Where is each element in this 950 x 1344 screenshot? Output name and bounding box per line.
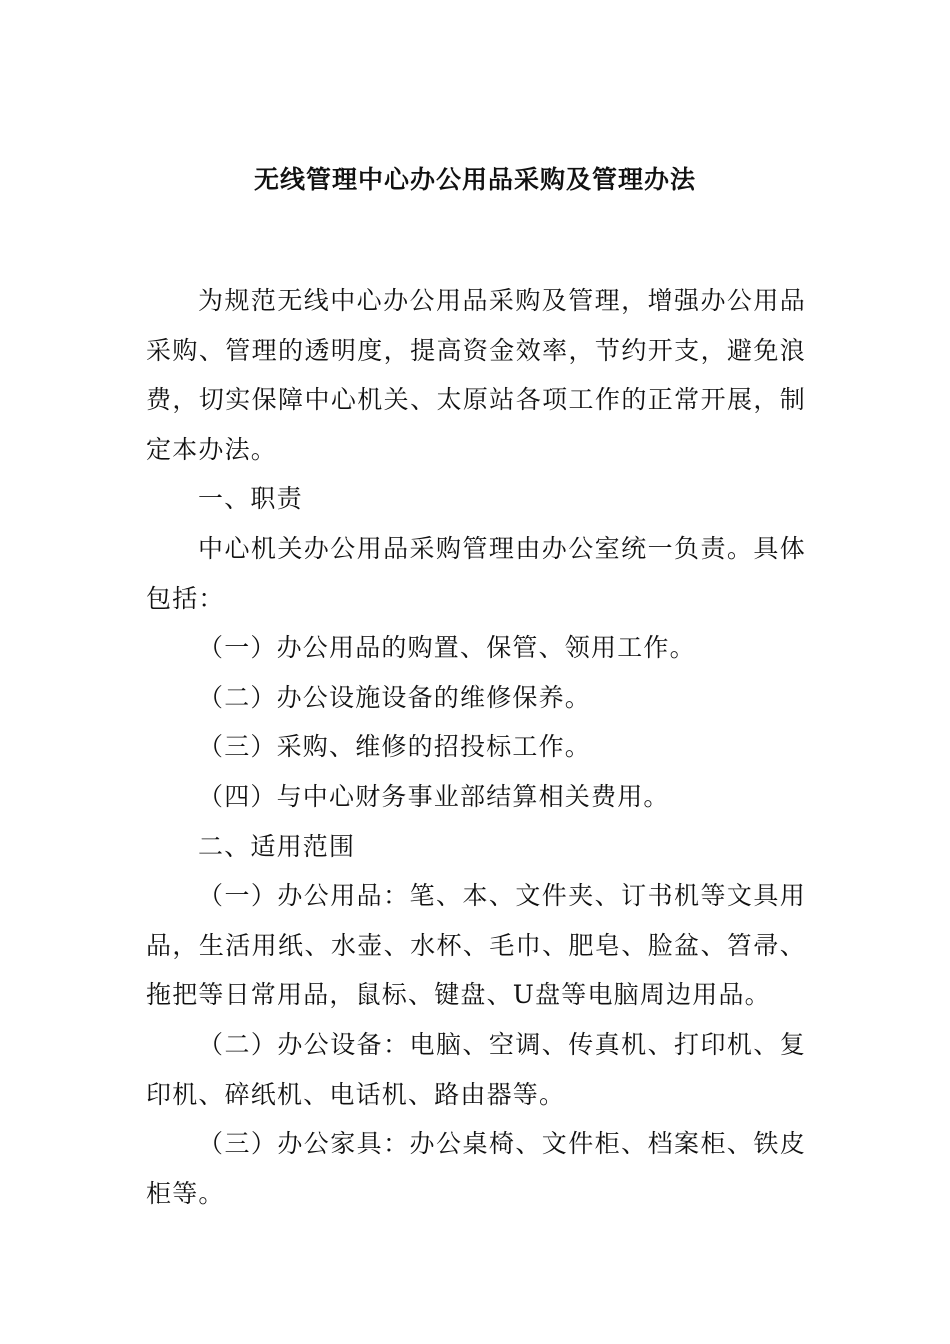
document-title: 无线管理中心办公用品采购及管理办法 xyxy=(253,165,696,194)
document-body xyxy=(146,276,806,1218)
section-heading-scope: 二、适用范围 xyxy=(198,831,356,861)
intro-paragraph: 为规范无线中心办公用品采购及管理，增强办公用品采购、管理的透明度，提高资金效率，节约开支，避免浪费，切实保障中心机关、太原站各项工作的正常开展，制定本办法。 xyxy=(146,286,806,464)
scope-item-1: （一）办公用品：笔、本、文件夹、订书机等文具用品，生活用纸、水壶、水杯、毛巾、肥皂、脸盆、笤帚、拖把等日常用品，鼠标、键盘、U盘等电脑周边用品。 xyxy=(146,881,806,1010)
scope-item-3: （三）办公家具：办公桌椅、文件柜、档案柜、铁皮柜等。 xyxy=(146,1129,806,1208)
duty-item-4: （四）与中心财务事业部结算相关费用。 xyxy=(198,781,670,811)
duties-paragraph: 中心机关办公用品采购管理由办公室统一负责。具体包括： xyxy=(146,533,806,613)
scope-item-2: （二）办公设备：电脑、空调、传真机、打印机、复印机、碎纸机、电话机、路由器等。 xyxy=(146,1029,806,1109)
duty-item-2: （二）办公设施设备的维修保养。 xyxy=(198,682,592,712)
duty-item-3: （三）采购、维修的招投标工作。 xyxy=(198,732,592,762)
section-heading-duties: 一、职责 xyxy=(198,484,303,514)
duty-item-1: （一）办公用品的购置、保管、领用工作。 xyxy=(198,633,696,663)
